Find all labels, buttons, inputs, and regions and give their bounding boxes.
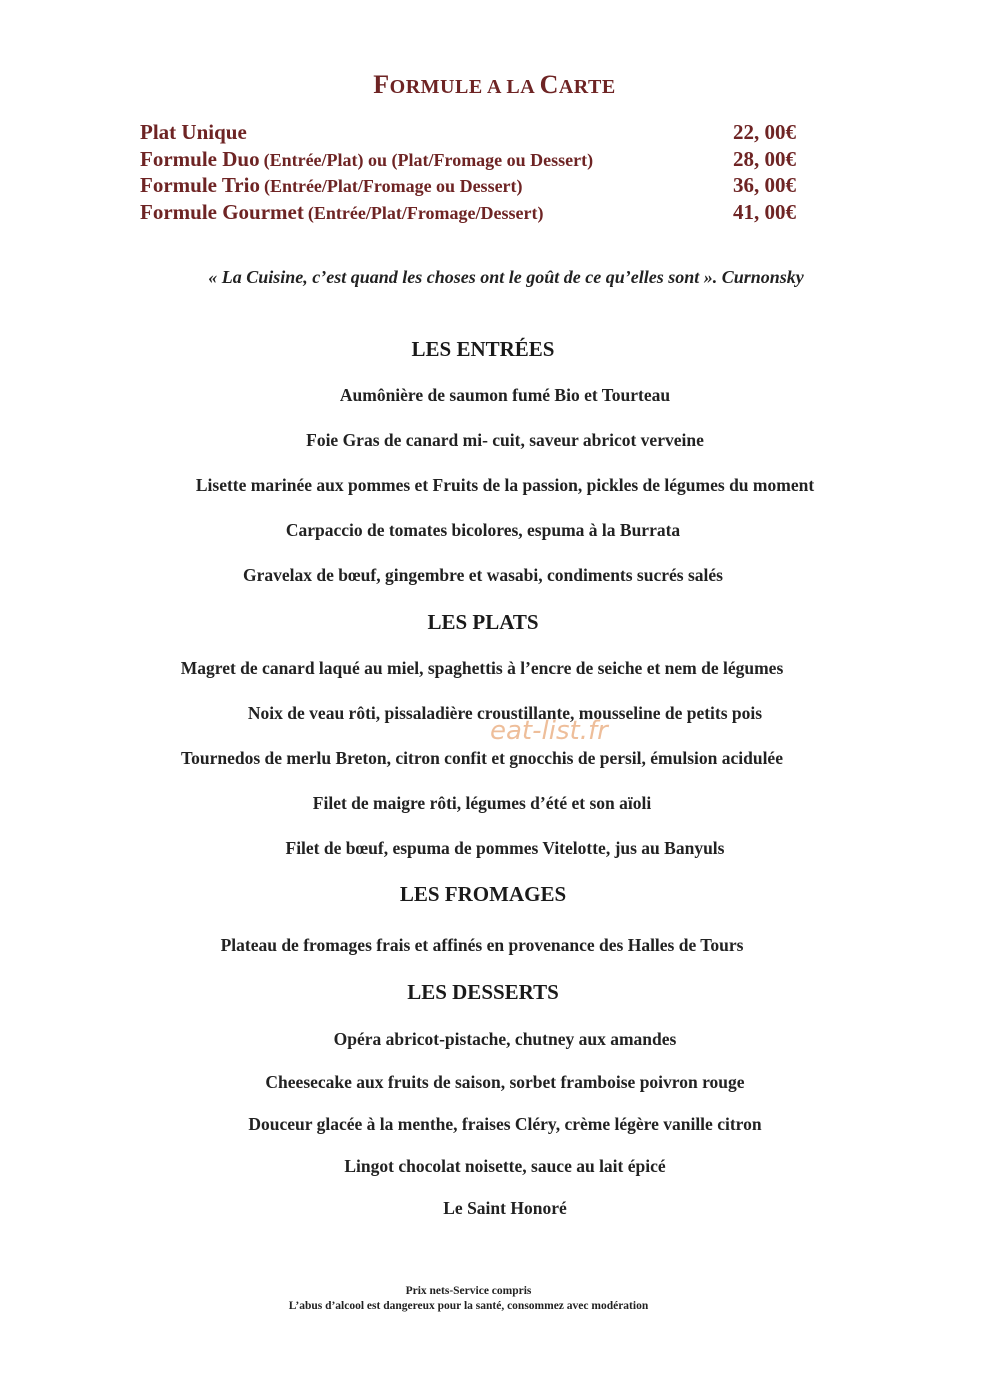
formula-row <box>140 147 800 174</box>
section-title-entrees: LES ENTRÉES <box>411 337 555 361</box>
quote: « La Cuisine, c’est quand les choses ont le goût de ce qu’elles sont ». Curnonsky <box>208 267 804 287</box>
section-title-plats: LES PLATS <box>427 610 539 634</box>
dish-item: Le Saint Honoré <box>443 1198 567 1218</box>
formula-name: Formule Duo <box>140 146 260 171</box>
title-part-arte: ARTE <box>558 76 616 98</box>
formula-name: Formule Gourmet <box>140 199 304 224</box>
dish-item: Filet de maigre rôti, légumes d’été et son aïoli <box>312 793 652 813</box>
page-title <box>0 70 989 100</box>
dish-item: Noix de veau rôti, pissaladière croustillante, mousseline de petits pois <box>247 703 763 723</box>
dish-item: Plateau de fromages frais et affinés en provenance des Halles de Tours <box>220 935 744 955</box>
footer-service-note: Prix nets-Service compris <box>405 1285 532 1297</box>
formula-row <box>140 173 800 200</box>
formula-detail: (Entrée/Plat/Fromage ou Dessert) <box>263 176 523 196</box>
formula-price: 41, 00€ <box>733 199 796 224</box>
dish-item: Foie Gras de canard mi- cuit, saveur abricot verveine <box>306 430 704 450</box>
dish-item: Opéra abricot-pistache, chutney aux amandes <box>333 1029 677 1049</box>
formula-name: Plat Unique <box>140 120 247 144</box>
formula-row <box>140 200 800 227</box>
dish-item: Douceur glacée à la menthe, fraises Cléry, crème légère vanille citron <box>248 1114 762 1134</box>
dish-item: Cheesecake aux fruits de saison, sorbet framboise poivron rouge <box>265 1072 745 1092</box>
dish-item: Magret de canard laqué au miel, spaghettis à l’encre de seiche et nem de légumes <box>180 658 784 678</box>
formula-list <box>140 120 800 226</box>
title-part-ormule: ORMULE A LA <box>389 76 540 98</box>
dish-item: Filet de bœuf, espuma de pommes Vitelotte, jus au Banyuls <box>285 838 725 858</box>
title-initial-c: C <box>539 70 559 99</box>
dish-item: Aumônière de saumon fumé Bio et Tourteau <box>339 385 671 405</box>
dish-item: Gravelax de bœuf, gingembre et wasabi, condiments sucrés salés <box>243 565 723 585</box>
section-title-desserts: LES DESSERTS <box>407 980 559 1004</box>
footer-alcohol-warning: L’abus d’alcool est dangereux pour la santé, consommez avec modération <box>288 1300 649 1312</box>
formula-name: Formule Trio <box>140 173 260 197</box>
formula-row <box>140 120 800 147</box>
title-initial-f: F <box>373 70 390 99</box>
dish-item: Tournedos de merlu Breton, citron confit et gnocchis de persil, émulsion acidulée <box>181 748 783 768</box>
formula-price: 28, 00€ <box>733 146 796 171</box>
formula-price: 22, 00€ <box>733 120 796 144</box>
formula-detail: (Entrée/Plat/Fromage/Dessert) <box>307 202 544 223</box>
section-title-fromages: LES FROMAGES <box>399 882 567 906</box>
formula-detail: (Entrée/Plat) ou (Plat/Fromage ou Dessert) <box>263 149 594 170</box>
dish-item: Carpaccio de tomates bicolores, espuma à la Burrata <box>285 520 681 540</box>
formula-price: 36, 00€ <box>733 173 796 197</box>
dish-item: Lisette marinée aux pommes et Fruits de la passion, pickles de légumes du moment <box>195 475 815 495</box>
watermark-logo: eat-list.fr <box>490 716 608 746</box>
dish-item: Lingot chocolat noisette, sauce au lait épicé <box>344 1156 666 1176</box>
